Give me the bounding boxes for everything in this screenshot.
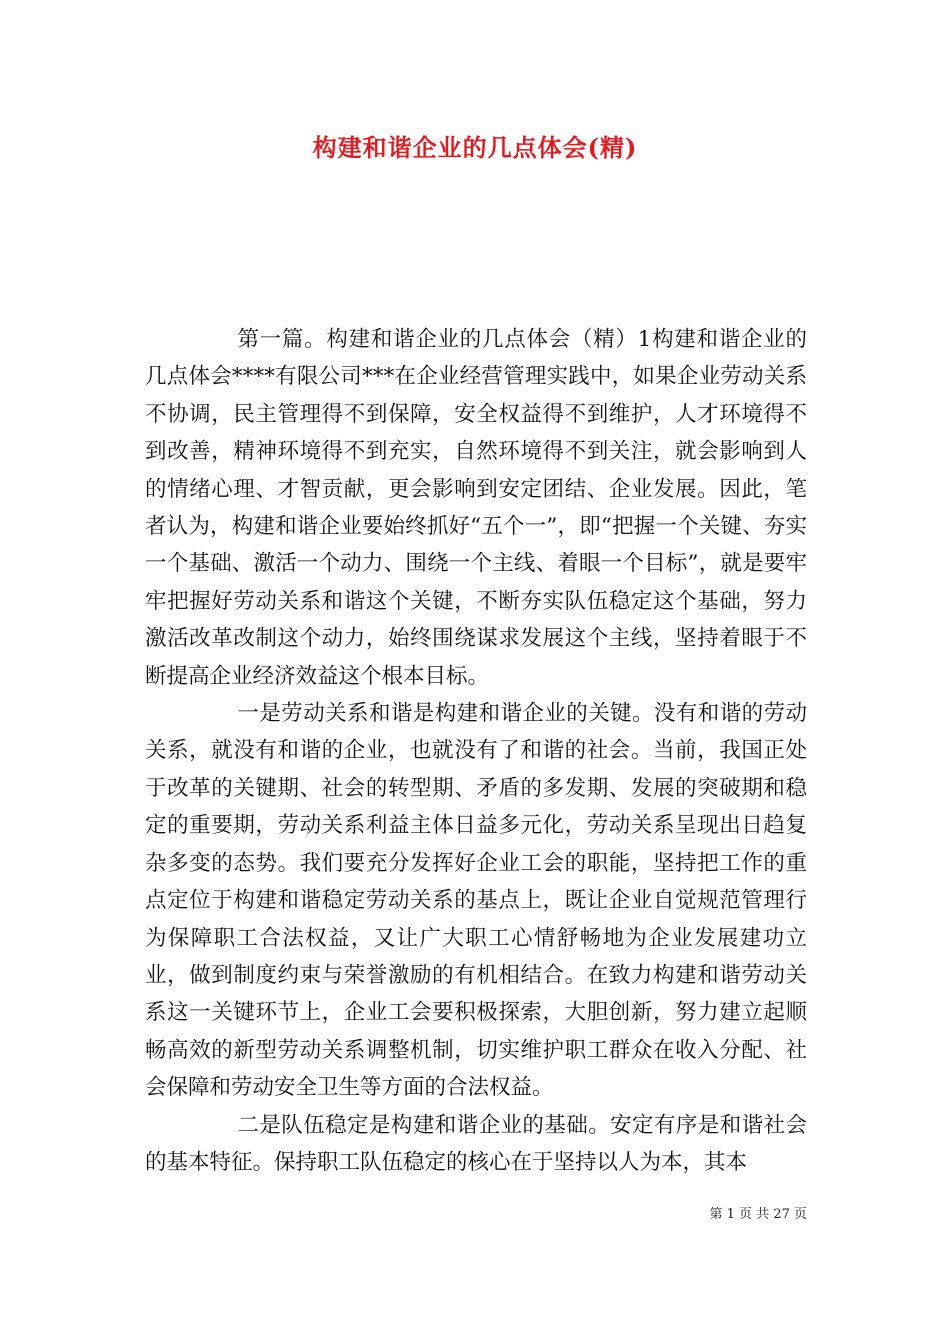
document-body	[145, 321, 807, 1181]
paragraph-3: 二是队伍稳定是构建和谐企业的基础。安定有序是和谐社会的基本特征。保持职工队伍稳定的核心在于坚持以人为本，其本	[145, 1112, 807, 1175]
page-number: 第 1 页 共 27 页	[709, 1207, 807, 1222]
paragraph-2: 一是劳动关系和谐是构建和谐企业的关键。没有和谐的劳动关系，就没有和谐的企业，也就没有了和谐的社会。当前，我国正处于改革的关键期、社会的转型期、矛盾的多发期、发展的突破期和稳定的重要期，劳动关系利益主体日益多元化，劳动关系呈现出日趋复杂多变的态势。我们要充分发挥好企业工会的职能，坚持把工作的重点定位于构建和谐稳定劳动关系的基点上，既让企业自觉规范管理行为保障职工合法权益，又让广大职工心情舒畅地为企业发展建功立业，做到制度约束与荣誉激励的有机相结合。在致力构建和谐劳动关系这一关键环节上，企业工会要积极探索，大胆创新，努力建立起顺畅高效的新型劳动关系调整机制，切实维护职工群众在收入分配、社会保障和劳动安全卫生等方面的合法权益。	[145, 701, 807, 1101]
paragraph-1: 第一篇。构建和谐企业的几点体会（精）1构建和谐企业的几点体会****有限公司***在企业经营管理实践中，如果企业劳动关系不协调，民主管理得不到保障，安全权益得不到维护，人才环境得不到改善，精神环境得不到充实，自然环境得不到关注，就会影响到人的情绪心理、才智贡献，更会影响到安定团结、企业发展。因此，笔者认为，构建和谐企业要始终抓好“五个一”，即“把握一个关键、夯实一个基础、激活一个动力、围绕一个主线、着眼一个目标”，就是要牢牢把握好劳动关系和谐这个关键，不断夯实队伍稳定这个基础，努力激活改革改制这个动力，始终围绕谋求发展这个主线，坚持着眼于不断提高企业经济效益这个根本目标。	[145, 327, 807, 689]
document-title: 构建和谐企业的几点体会(精)	[312, 133, 638, 162]
